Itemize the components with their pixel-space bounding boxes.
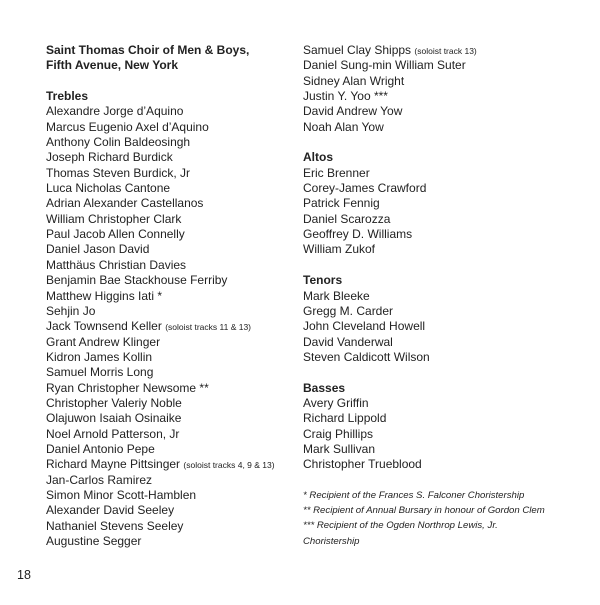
member-name <box>46 289 296 304</box>
member-name-text: Kidron James Kollin <box>46 349 153 364</box>
member-name <box>303 196 593 211</box>
member-name-text: Justin Y. Yoo *** <box>303 89 388 104</box>
member-name-text: Christopher Valeriy Noble <box>46 395 182 410</box>
member-name-text: Alexander David Seeley <box>46 503 175 518</box>
member-name <box>303 350 593 365</box>
member-name <box>303 227 593 242</box>
member-name-text: Eric Brenner <box>303 165 370 180</box>
member-name <box>303 242 593 257</box>
member-name <box>46 503 296 518</box>
basses-heading: Basses <box>303 380 346 395</box>
altos-heading: Altos <box>303 150 333 165</box>
member-name-text: Corey-James Crawford <box>303 181 427 196</box>
member-name-text: Joseph Richard Burdick <box>46 150 173 165</box>
altos-list <box>303 166 593 258</box>
footnote: ** Recipient of Annual Bursary in honour of Gordon Clem <box>303 505 545 517</box>
member-name-text: Augustine Segger <box>46 534 142 548</box>
member-name-text: Geoffrey D. Williams <box>303 227 413 242</box>
member-name-text: Noel Arnold Patterson, Jr <box>46 426 180 441</box>
member-name <box>303 104 593 119</box>
member-name <box>46 319 296 334</box>
member-name-text: John Cleveland Howell <box>303 319 426 334</box>
member-name <box>46 534 296 549</box>
member-name-text: Benjamin Bae Stackhouse Ferriby <box>46 273 228 288</box>
member-name <box>46 242 296 257</box>
member-name-text: Matthäus Christian Davies <box>46 257 187 272</box>
member-name-text: Sehjin Jo <box>46 303 96 318</box>
member-name <box>46 304 296 319</box>
member-name <box>303 74 593 89</box>
member-name-text: Mark Bleeke <box>303 288 370 303</box>
member-name <box>46 365 296 380</box>
member-name <box>303 289 593 304</box>
member-name <box>303 166 593 181</box>
member-name-text: Luca Nicholas Cantone <box>46 181 171 196</box>
member-name-text: Grant Andrew Klinger <box>46 334 161 349</box>
member-name <box>303 457 593 472</box>
member-name-text: Ryan Christopher Newsome ** <box>46 380 209 395</box>
member-name-text: Matthew Higgins Iati * <box>46 288 163 303</box>
member-name <box>46 335 296 350</box>
member-name-text: William Christopher Clark <box>46 211 182 226</box>
member-name <box>303 304 593 319</box>
soloist-note: (soloist tracks 11 & 13) <box>165 322 252 333</box>
member-name <box>46 227 296 242</box>
trebles-heading: Trebles <box>46 89 89 104</box>
member-name-text: Anthony Colin Baldeosingh <box>46 135 191 150</box>
basses-list <box>303 396 593 473</box>
member-name-text: David Vanderwal <box>303 334 393 349</box>
member-name <box>46 473 296 488</box>
member-name-text: Samuel Clay Shipps <box>303 43 412 57</box>
member-name <box>46 411 296 426</box>
member-name-text: Thomas Steven Burdick, Jr <box>46 165 191 180</box>
trebles-list <box>46 104 296 549</box>
member-name-text: Gregg M. Carder <box>303 303 394 318</box>
member-name <box>46 350 296 365</box>
member-name <box>46 196 296 211</box>
footnote: *** Recipient of the Ogden Northrop Lewis, Jr. <box>303 520 498 532</box>
member-name-text: Noah Alan Yow <box>303 119 384 134</box>
tenors-heading: Tenors <box>303 273 343 288</box>
member-name <box>46 457 296 472</box>
member-name <box>46 258 296 273</box>
member-name <box>303 319 593 334</box>
right-column <box>303 43 593 549</box>
member-name-text: Patrick Fennig <box>303 196 380 211</box>
member-name-text: Christopher Trueblood <box>303 457 422 472</box>
choir-location: Fifth Avenue, New York <box>46 58 179 73</box>
member-name-text: Jack Townsend Keller <box>46 319 162 334</box>
member-name <box>303 396 593 411</box>
member-name-text: Alexandre Jorge d’Aquino <box>46 104 184 119</box>
member-name-text: Avery Griffin <box>303 395 369 410</box>
soloist-note: (soloist tracks 4, 9 & 13) <box>183 460 275 471</box>
left-column <box>46 43 296 549</box>
member-name <box>303 58 593 73</box>
member-name-text: Craig Phillips <box>303 426 374 441</box>
member-name <box>303 427 593 442</box>
member-name <box>46 396 296 411</box>
footnote: * Recipient of the Frances S. Falconer Choristership <box>303 489 525 501</box>
member-name-text: Marcus Eugenio Axel d’Aquino <box>46 119 209 134</box>
member-name <box>303 120 593 135</box>
member-name <box>303 212 593 227</box>
choir-title: Saint Thomas Choir of Men & Boys, <box>46 43 250 57</box>
member-name <box>303 335 593 350</box>
member-name <box>46 427 296 442</box>
member-name <box>46 150 296 165</box>
member-name-text: Sidney Alan Wright <box>303 73 405 88</box>
member-name-text: Simon Minor Scott-Hamblen <box>46 487 197 502</box>
member-name <box>303 181 593 196</box>
tenors-list <box>303 289 593 366</box>
member-name <box>46 212 296 227</box>
member-name-text: Daniel Antonio Pepe <box>46 441 155 456</box>
member-name <box>46 519 296 534</box>
page-number: 18 <box>17 568 31 582</box>
member-name-text: Samuel Morris Long <box>46 365 154 380</box>
footnote: Choristership <box>303 535 360 547</box>
member-name <box>46 488 296 503</box>
member-name-text: Nathaniel Stevens Seeley <box>46 518 184 533</box>
soloist-note: (soloist track 13) <box>414 46 477 56</box>
member-name <box>46 381 296 396</box>
member-name-text: Daniel Scarozza <box>303 211 391 226</box>
member-name <box>303 442 593 457</box>
member-name-text: Olajuwon Isaiah Osinaike <box>46 411 182 426</box>
member-name <box>46 135 296 150</box>
member-name-text: Mark Sullivan <box>303 441 376 456</box>
trebles-list-continued <box>303 43 593 135</box>
member-name <box>46 166 296 181</box>
member-name <box>303 43 593 58</box>
member-name-text: Adrian Alexander Castellanos <box>46 196 204 211</box>
member-name <box>46 181 296 196</box>
member-name-text: Paul Jacob Allen Connelly <box>46 227 185 242</box>
member-name-text: William Zukof <box>303 242 376 257</box>
member-name <box>46 104 296 119</box>
member-name <box>46 442 296 457</box>
member-name <box>303 411 593 426</box>
member-name-text: Jan-Carlos Ramirez <box>46 472 153 487</box>
member-name-text: Steven Caldicott Wilson <box>303 349 430 364</box>
member-name-text: Daniel Sung-min William Suter <box>303 58 466 73</box>
member-name <box>303 89 593 104</box>
member-name-text: Richard Lippold <box>303 411 387 426</box>
member-name-text: David Andrew Yow <box>303 104 403 119</box>
member-name <box>46 273 296 288</box>
member-name-text: Daniel Jason David <box>46 242 150 257</box>
member-name <box>46 120 296 135</box>
member-name-text: Richard Mayne Pittsinger <box>46 457 181 472</box>
